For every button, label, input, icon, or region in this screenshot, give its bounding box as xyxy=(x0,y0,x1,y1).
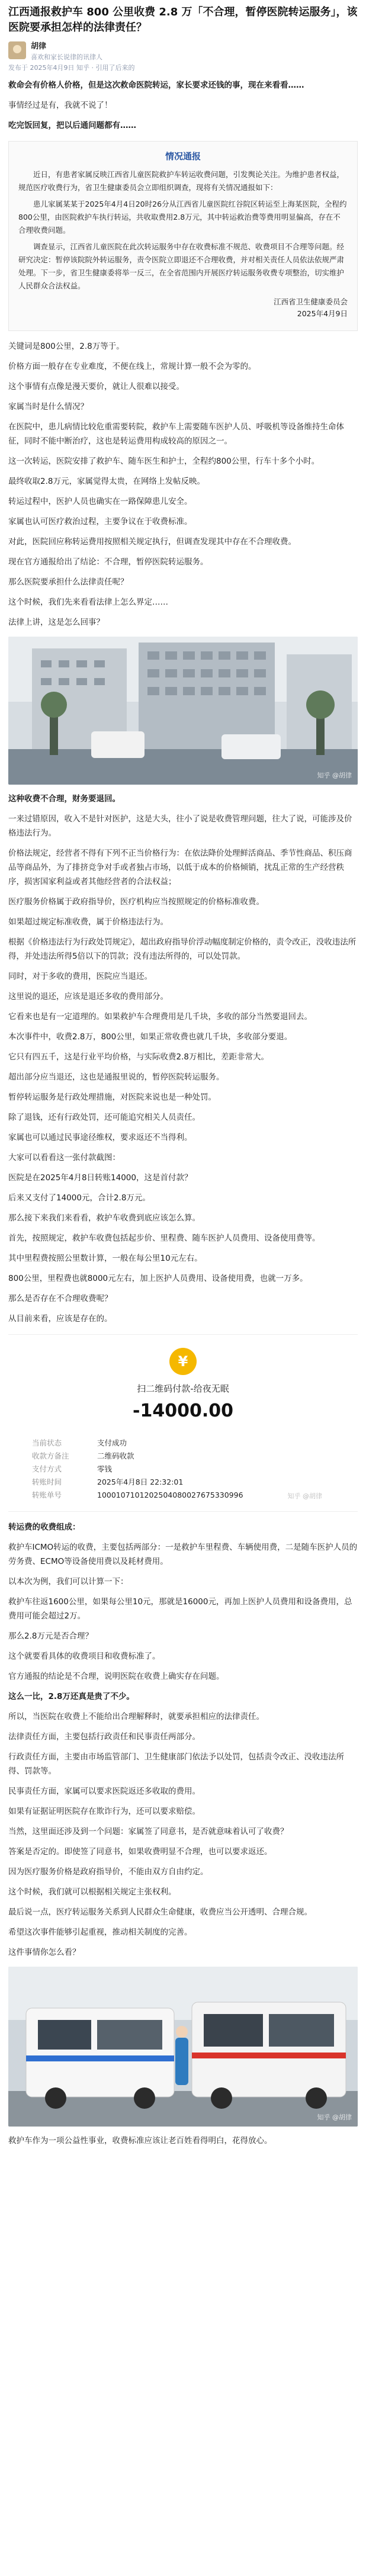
payment-row-key: 转账时间 xyxy=(32,1477,62,1486)
question-title[interactable]: 江西通报救护车 800 公里收费 2.8 万「不合理，暂停医院转运服务」，该医院要承担怎样的法律责任？ xyxy=(8,6,358,34)
body-paragraph: 医院是在2025年4月8日转账14000，这是首付款？ xyxy=(8,1173,192,1183)
payment-row-value: 1000107101202504080027675330996 xyxy=(97,1491,243,1499)
body-paragraph: 它看来也是有一定道理的。如果救护车合理费用是几千块，多收的部分当然要退回去。 xyxy=(8,1012,312,1022)
body-paragraph: 医疗服务价格属于政府指导价，医疗机构应当按照规定的价格标准收费。 xyxy=(8,897,264,907)
body-paragraph: 它只有四五千，这是行业平均价格，与实际收费2.8万相比，差距非常大。 xyxy=(8,1052,269,1062)
body-paragraph: 家属也可以通过民事途径维权，要求返还不当得利。 xyxy=(8,1133,192,1142)
payment-row-value: 二维码收款 xyxy=(97,1451,134,1460)
official-notice xyxy=(8,141,358,331)
body-paragraph: 救护车ICMO转运的收费，主要包括两部分：一是救护车里程费、车辆使用费，二是随车医护人员的劳务费、ECMO等设备使用费以及耗材费用。 xyxy=(8,1543,358,1566)
body-paragraph: 那么是否存在不合理收费呢？ xyxy=(8,1294,113,1303)
payment-row xyxy=(32,1463,358,1476)
body-paragraph: 转运费的收费组成： xyxy=(8,1523,81,1532)
body-paragraph: 那么2.8万元是否合理？ xyxy=(8,1631,93,1641)
hospital-building-image xyxy=(8,637,358,785)
body-paragraph: 这种收费不合理，财务要退回。 xyxy=(8,794,120,804)
author-info xyxy=(8,40,358,60)
body-paragraph: 这个时候，我们就可以根据相关规定主张权利。 xyxy=(8,1887,176,1897)
payment-amount: -14000.00 xyxy=(133,1401,233,1421)
body-paragraph: 在医院中，患儿病情比较危重需要转院，救护车上需要随车医护人员、呼吸机等设备维持生命体征，同时不能中断治疗，这也是转运费用构成较高的原因之一。 xyxy=(8,422,344,446)
body-paragraph: 这里说的退还，应该是退还多收的费用部分。 xyxy=(8,992,168,1001)
payment-row-key: 转账单号 xyxy=(32,1491,62,1499)
body-paragraph: 转运过程中，医护人员也确实在一路保障患儿安全。 xyxy=(8,497,192,506)
payment-row xyxy=(32,1450,358,1463)
notice-paragraph: 调查显示，江西省儿童医院在此次转运服务中存在收费标准不规范、收费项目不合理等问题。经研究决定：暂停该院院外转运服务，责令医院立即退还不合理收费，并对相关责任人员依法依规严肃处理。下一步，省卫生健康委将举一反三，在全省范围内开展医疗转运服务收费专项整治，切实维护人民群众合法权益。 xyxy=(18,242,345,290)
image-watermark: 知乎 @胡律 xyxy=(317,2114,352,2121)
body-paragraph: 答案是否定的。即使签了同意书，如果收费明显不合理，也可以要求返还。 xyxy=(8,1847,272,1856)
body-paragraph: 从目前来看，应该是存在的。 xyxy=(8,1314,113,1324)
coin-icon: ¥ xyxy=(169,1348,197,1375)
payment-row-value: 零钱 xyxy=(97,1464,113,1473)
body-paragraph: 超出部分应当退还，这也是通报里说的，暂停医院转运服务。 xyxy=(8,1072,224,1082)
intro-paragraph: 事情经过是有，我就不说了！ xyxy=(8,101,113,110)
body-paragraph: 所以，当医院在收费上不能给出合理解释时，就要承担相应的法律责任。 xyxy=(8,1712,264,1721)
intro-paragraph: 吃完饭回复，把以后通问题都有…… xyxy=(8,121,136,130)
payment-row-value: 支付成功 xyxy=(97,1438,127,1447)
body-paragraph: 那么接下来我们来看看，救护车收费到底应该怎么算。 xyxy=(8,1213,200,1223)
author-bio: 喜欢和家长说律的讯律人 xyxy=(31,53,102,61)
body-paragraph: 因为医疗服务价格是政府指导价，不能由双方自由约定。 xyxy=(8,1867,208,1877)
body-paragraph: 首先，按照规定，救护车收费包括起步价、里程费、随车医护人员费用、设备使用费等。 xyxy=(8,1234,320,1243)
payment-row xyxy=(32,1437,358,1450)
body-paragraph: 价格法规定，经营者不得有下列不正当价格行为：在依法降价处理鲜活商品、季节性商品、积压商品等商品外，为了排挤竞争对手或者独占市场，以低于成本的价格倾销，扰乱正常的生产经营秩序，损害国家利益或者其他经营者的合法权益； xyxy=(8,849,352,886)
body-paragraph: 暂停转运服务是行政处理措施，对医院来说也是一种处罚。 xyxy=(8,1093,216,1102)
body-paragraph: 这件事情你怎么看？ xyxy=(8,1948,81,1957)
body-section-b xyxy=(8,792,358,1326)
body-paragraph: 这个时候，我们先来看看法律上怎么界定…… xyxy=(8,598,168,607)
body-paragraph: 这个事情有点像是漫天要价，就让人很难以接受。 xyxy=(8,382,184,391)
payment-row-key: 当前状态 xyxy=(32,1438,62,1447)
ambulance-photo[interactable] xyxy=(8,1967,358,2127)
body-paragraph: 现在官方通报给出了结论：不合理，暂停医院转运服务。 xyxy=(8,557,208,567)
body-paragraph: 希望这次事件能够引起重视，推动相关制度的完善。 xyxy=(8,1928,192,1937)
notice-title: 情况通报 xyxy=(165,151,201,162)
body-paragraph: 当然，这里面还涉及到一个问题：家属签了同意书，是否就意味着认可了收费？ xyxy=(8,1827,288,1836)
body-paragraph: 法律上讲，这是怎么回事？ xyxy=(8,618,104,627)
payment-row-value: 2025年4月8日 22:32:01 xyxy=(97,1477,184,1486)
body-paragraph: 其中里程费按照公里数计算，一般在每公里10元左右。 xyxy=(8,1254,203,1263)
author-name[interactable]: 胡律 xyxy=(31,41,47,51)
body-paragraph: 以本次为例，我们可以计算一下： xyxy=(8,1577,129,1586)
body-paragraph: 本次事件中，收费2.8万，800公里，如果正常收费也就几千块，多收部分要退。 xyxy=(8,1032,293,1042)
intro-paragraph: 救命会有价格人价格，但是这次救命医院转运，家长要求还钱的事，现在来看看…… xyxy=(8,81,304,90)
body-paragraph: 800公里，里程费也就8000元左右，加上医护人员费用、设备使用费，也就一万多。 xyxy=(8,1274,308,1283)
notice-date: 2025年4月9日 xyxy=(297,309,348,318)
image-watermark: 知乎 @胡律 xyxy=(287,1492,322,1500)
body-paragraph: 如果有证据证明医院存在欺诈行为，还可以要求赔偿。 xyxy=(8,1807,200,1816)
notice-org: 江西省卫生健康委员会 xyxy=(273,297,348,306)
body-paragraph: 那么医院要承担什么法律责任呢？ xyxy=(8,577,129,587)
body-paragraph: 行政责任方面，主要由市场监管部门、卫生健康部门依法予以处罚，包括责令改正、没收违法所得、罚款等。 xyxy=(8,1752,344,1776)
body-paragraph: 官方通报的结论是不合理，说明医院在收费上确实存在问题。 xyxy=(8,1672,224,1681)
notice-paragraph: 近日，有患者家属反映江西省儿童医院救护车转运收费问题，引发舆论关注。为维护患者权益，规范医疗收费行为，省卫生健康委员会立即组织调查，现将有关情况通报如下： xyxy=(18,170,345,192)
avatar[interactable] xyxy=(8,41,26,59)
payment-row xyxy=(32,1476,358,1489)
body-paragraph: 如果超过规定标准收费，属于价格违法行为。 xyxy=(8,917,168,927)
payment-row-key: 收款方备注 xyxy=(32,1451,69,1460)
body-paragraph: 根据《价格违法行为行政处罚规定》，超出政府指导价浮动幅度制定价格的，责令改正，没收违法所得，并处违法所得5倍以下的罚款；没有违法所得的，可以处罚款。 xyxy=(8,937,357,961)
body-paragraph: 关键词是800公里，2.8万等于。 xyxy=(8,342,124,351)
body-paragraph: 救护车往返1600公里，如果每公里10元，那就是16000元，再加上医护人员费用和设备费用，总费用可能会超过2万。 xyxy=(8,1597,352,1621)
notice-paragraph: 患儿家属某某于2025年4月4日20时26分从江西省儿童医院红谷院区转运至上海某医院，全程约800公里，由医院救护车执行转运，共收取费用2.8万元，其中转运救治费等费用明显偏高，存在不合理收费问题。 xyxy=(18,200,347,235)
payment-merchant: 扫二维码付款-给夜无眠 xyxy=(137,1383,229,1394)
closing-paragraph: 救护车作为一项公益性事业，收费标准应该让老百姓看得明白，花得放心。 xyxy=(8,2136,272,2145)
image-watermark: 知乎 @胡律 xyxy=(317,772,352,779)
body-paragraph: 这个就要看具体的收费项目和收费标准了。 xyxy=(8,1652,160,1661)
body-paragraph: 后来又支付了14000元，合计2.8万元。 xyxy=(8,1193,150,1203)
body-paragraph: 这么一比，2.8万还真是贵了不少。 xyxy=(8,1692,134,1701)
body-section-a xyxy=(8,339,358,629)
payment-row-key: 支付方式 xyxy=(32,1464,62,1473)
notice-signature xyxy=(18,296,348,320)
body-paragraph: 法律责任方面，主要包括行政责任和民事责任两部分。 xyxy=(8,1732,200,1742)
body-paragraph: 最后说一点，医疗转运服务关系到人民群众生命健康，收费应当公开透明、合理合规。 xyxy=(8,1907,312,1917)
body-paragraph: 大家可以看看这一张付款截图： xyxy=(8,1153,120,1162)
body-paragraph: 价格方面一般存在专业难度，不便在线上，常规计算一般不会为零的。 xyxy=(8,362,256,371)
hospital-photo[interactable] xyxy=(8,637,358,785)
body-paragraph: 家属当时是什么情况？ xyxy=(8,402,88,412)
payment-receipt[interactable] xyxy=(8,1334,358,1512)
body-paragraph: 同时，对于多收的费用，医院应当退还。 xyxy=(8,972,152,981)
body-paragraph: 一来过错原因，收入不是针对医护，这是大头，往小了说是收费管理问题，往大了说，可能涉及价格违法行为。 xyxy=(8,814,352,838)
body-paragraph: 民事责任方面，家属可以要求医院返还多收取的费用。 xyxy=(8,1787,200,1796)
ambulance-image xyxy=(8,1967,358,2127)
body-paragraph: 最终收取2.8万元，家属觉得太贵，在网络上发帖反映。 xyxy=(8,477,205,486)
body-paragraph: 家属也认可医疗救治过程，主要争议在于收费标准。 xyxy=(8,517,192,526)
post-meta: 发布于 2025年4月9日 知乎 · 引用了后来的 xyxy=(8,64,135,72)
body-paragraph: 这一次转运，医院安排了救护车、随车医生和护士，全程约800公里，行车十多个小时。 xyxy=(8,457,320,466)
body-paragraph: 除了退钱，还有行政处罚，还可能追究相关人员责任。 xyxy=(8,1113,200,1122)
body-section-c xyxy=(8,1520,358,1960)
body-paragraph: 对此，医院回应称转运费用按照相关规定执行，但调查发现其中存在不合理收费。 xyxy=(8,537,296,547)
